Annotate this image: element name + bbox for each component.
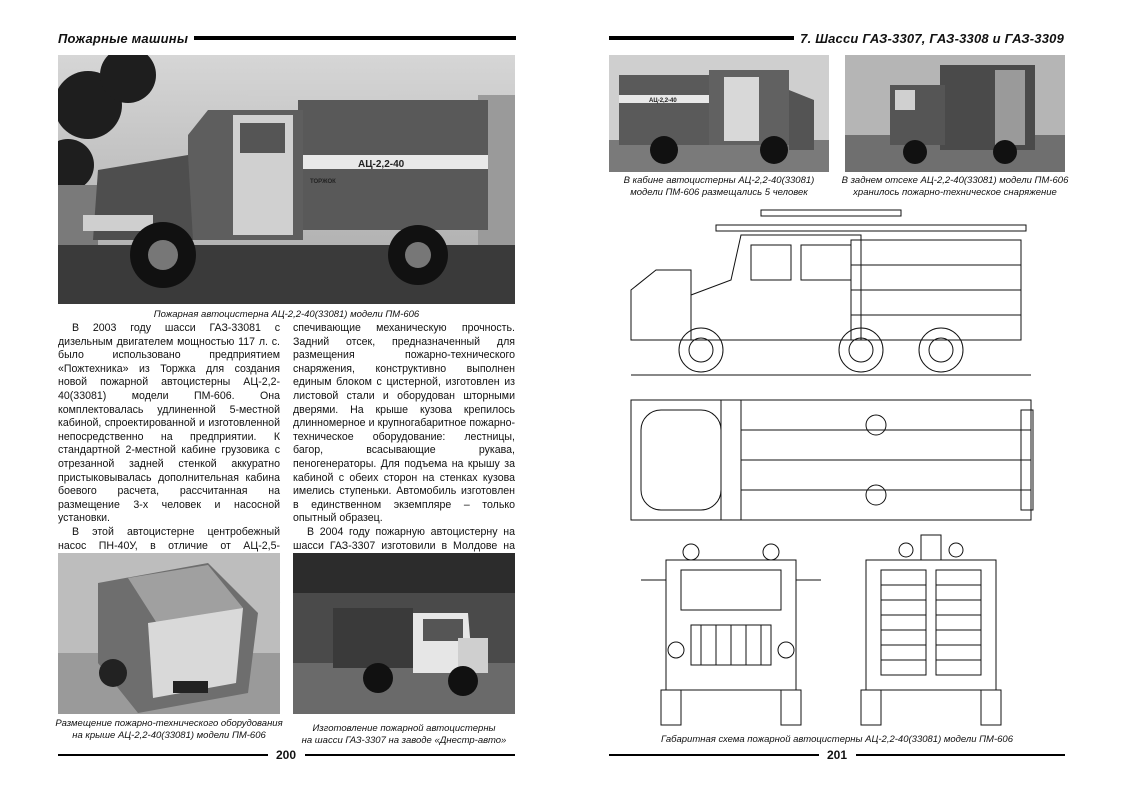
main-truck-photo (58, 55, 515, 304)
page-number-rule (305, 754, 515, 756)
main-photo-door-logo: ТОРЖОК (310, 179, 336, 185)
caption-line: В кабине автоцистерны АЦ-2,2-40(33081) (623, 175, 815, 186)
caption-line: Изготовление пожарной автоцистерны (312, 723, 496, 734)
rear-view-drawing (861, 535, 1001, 725)
left-running-header (58, 30, 516, 46)
caption-line: на крыше АЦ-2,2-40(33081) модели ПМ-606 (72, 730, 266, 741)
rear-compartment-photo (845, 55, 1065, 172)
front-view-drawing (641, 544, 821, 725)
caption-line: Размещение пожарно-технического оборудования (55, 718, 283, 729)
roof-equipment-photo (58, 553, 280, 714)
cabin-photo (609, 55, 829, 172)
rear-photo-caption (839, 175, 1071, 199)
cabin-photo-caption (603, 175, 835, 199)
page-number-rule (58, 754, 268, 756)
left-page-number: 200 (276, 748, 297, 762)
header-rule (609, 36, 794, 40)
page-number-rule (856, 754, 1065, 756)
page-number-rule (609, 754, 819, 756)
cabin-photo-marking: АЦ-2,2-40 (649, 98, 677, 104)
caption-line: хранилось пожарно-техническое снаряжение (853, 187, 1057, 198)
factory-photo (293, 553, 515, 714)
caption-line: модели ПМ-606 размещались 5 человек (630, 187, 808, 198)
paragraph: В 2004 году пожарную автоцистерну на шасси ГАЗ-3307 изготовили в Молдове на (293, 525, 515, 552)
header-rule (194, 36, 516, 40)
caption-line: В заднем отсеке АЦ-2,2-40(33081) модели ПМ-606 (841, 175, 1069, 186)
side-view-drawing (631, 210, 1031, 375)
right-page-number: 201 (827, 748, 848, 762)
top-view-drawing (631, 400, 1033, 520)
main-photo-caption: Пожарная автоцистерна АЦ-2,2-40(33081) модели ПМ-606 (153, 309, 420, 320)
roof-photo-caption (52, 718, 286, 742)
main-photo-marking: АЦ-2,2-40 (358, 159, 405, 170)
caption-line: на шасси ГАЗ-3307 на заводе «Днестр-авто» (301, 735, 507, 746)
paragraph: В 2003 году шасси ГАЗ-33081 с дизельным двигателем мощностью 117 л. с. было использовано предприятием «Пожтехника» из Торжка для создания новой пожарной автоцистерны АЦ-2,2-40(33081) модели ПМ-606. Она комплектовалась удлиненной 5-местной кабиной, спроектированной и изготовленной непосредственно на предприятии. К стандартной 2-местной кабине грузовика с отрезанной задней стенкой аккуратно пристыковывалась дополнительная кабина боевого расчета, рассчитанная на размещение 3-х человек и насосной установки. (58, 322, 280, 525)
right-header-title: 7. Шасси ГАЗ-3307, ГАЗ-3308 и ГАЗ-3309 (794, 31, 1064, 46)
right-running-header (609, 30, 1064, 46)
factory-photo-caption (287, 723, 521, 747)
paragraph: спечивающие механическую прочность. Задний отсек, предназначенный для размещения пожарно-технического снаряжения, конструктивно выполнен единым блоком с цистерной, изготовлен из листовой стали и оборудован шторными дверями. На крыше кузова крепилось длинномерное и крупногабаритное пожарно-техническое оборудование: лестницы, багор, всасывающие рукава, пеногенераторы. Для подъема на крышу за кабиной с обеих сторон на стенках кузова имелись ступеньки. Автомобиль изготовлен в единственном экземпляре – только опытный образец. (293, 322, 515, 525)
left-header-title: Пожарные машины (58, 31, 194, 46)
right-page (561, 0, 1122, 796)
technical-drawing (621, 200, 1041, 730)
drawing-caption: Габаритная схема пожарной автоцистерны АЦ-2,2-40(33081) модели ПМ-606 (661, 734, 1013, 745)
paragraph: В этой автоцистерне центробежный насос ПН-40У, в отличие от АЦ-2,5- (58, 525, 280, 552)
